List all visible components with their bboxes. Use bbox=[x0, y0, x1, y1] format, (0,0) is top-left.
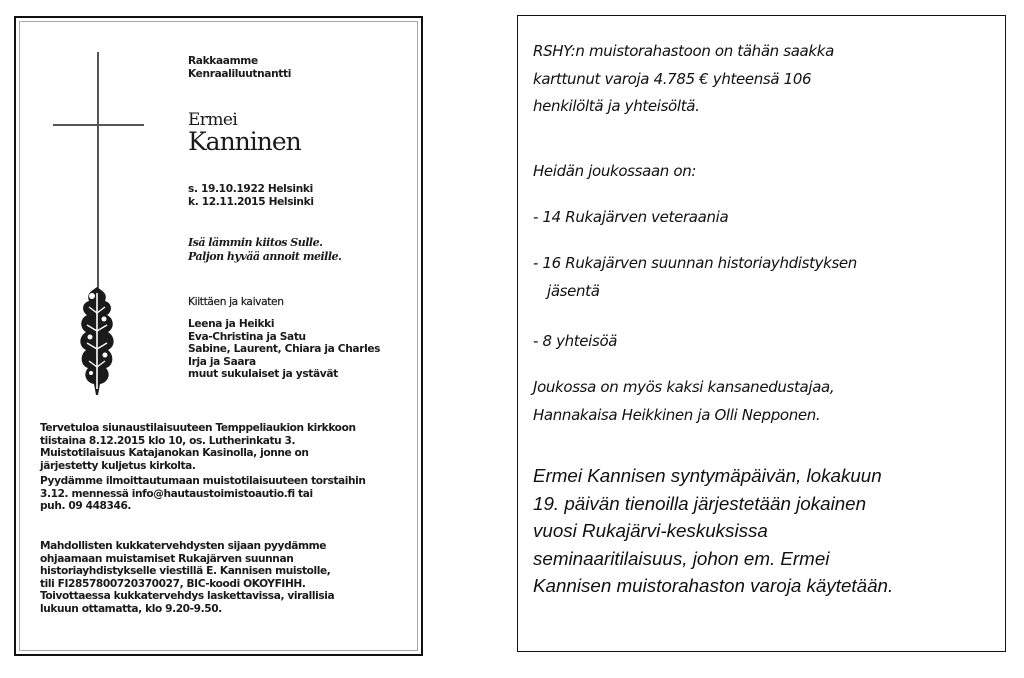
donation-info: Mahdollisten kukkatervehdysten sijaan pyydämme ohjaamaan muistamiset Rukajärven suunnan historiayhdistykselle viestillä E. Kannisen muistolle, tili FI2857800720370027, BIC-koodi OKOYFIHH. Toivottaessa kukkatervehdys laskettavissa, virallisia lukuun ottamatta, klo 9.20-9.50. bbox=[40, 540, 335, 615]
mourner: muut sukulaiset ja ystävät bbox=[188, 368, 338, 380]
mourners-intro: Kiittäen ja kaivaten bbox=[188, 296, 284, 308]
obituary-intro: Rakkaamme Kenraaliluutnantti bbox=[188, 55, 292, 80]
oak-leaf-icon bbox=[72, 285, 122, 397]
funeral-info: Tervetuloa siunaustilaisuuteen Temppeliaukion kirkkoon tiistaina 8.12.2015 klo 10, os. Lutherinkatu 3. Muistotilaisuus Katajanokan Kasinolla, jonne on järjestetty kuljetus kirkolta. bbox=[40, 422, 356, 472]
memorial-quote: Isä lämmin kiitos Sulle. Paljon hyvää annoit meille. bbox=[188, 236, 342, 263]
mourner: Sabine, Laurent, Chiara ja Charles bbox=[188, 343, 381, 355]
deceased-last-name: Kanninen bbox=[188, 127, 301, 156]
memorial-fund-box bbox=[517, 15, 1006, 652]
life-dates: s. 19.10.1922 Helsinki k. 12.11.2015 Helsinki bbox=[188, 183, 314, 208]
annual-seminar-note: Ermei Kannisen syntymäpäivän, lokakuun 19. päivän tienoilla järjestetään jokainen vuosi Rukajärvi-keskuksissa seminaaritilaisuus, johon em. Ermei Kannisen muistorahaston varoja käytetään. bbox=[533, 465, 894, 596]
mourner: Eva-Christina ja Satu bbox=[188, 330, 306, 343]
members-intro: Heidän joukossaan on: bbox=[533, 162, 697, 180]
member-item: - 8 yhteisöä bbox=[533, 332, 618, 350]
cross-icon bbox=[97, 52, 99, 288]
member-item: - 16 Rukajärven suunnan historiayhdistyksen jäsentä bbox=[533, 254, 857, 300]
deceased-first-name: Ermei bbox=[188, 110, 238, 130]
fund-summary: RSHY:n muistorahastoon on tähän saakka karttunut varoja 4.785 € yhteensä 106 henkilöltä ja yhteisöltä. bbox=[533, 42, 834, 115]
mourners-list bbox=[188, 318, 380, 381]
rsvp-info: Pyydämme ilmoittautumaan muistotilaisuuteen torstaihin 3.12. mennessä info@hautaustoimistoautio.fi tai puh. 09 448346. bbox=[40, 475, 366, 513]
mourner: Leena ja Heikki bbox=[188, 318, 275, 330]
cross-icon-crossbar bbox=[53, 124, 144, 126]
mourner: Irja ja Saara bbox=[188, 355, 256, 368]
parliament-members-note: Joukossa on myös kaksi kansanedustajaa, Hannakaisa Heikkinen ja Olli Nepponen. bbox=[533, 378, 835, 424]
member-item: - 14 Rukajärven veteraania bbox=[533, 208, 729, 226]
